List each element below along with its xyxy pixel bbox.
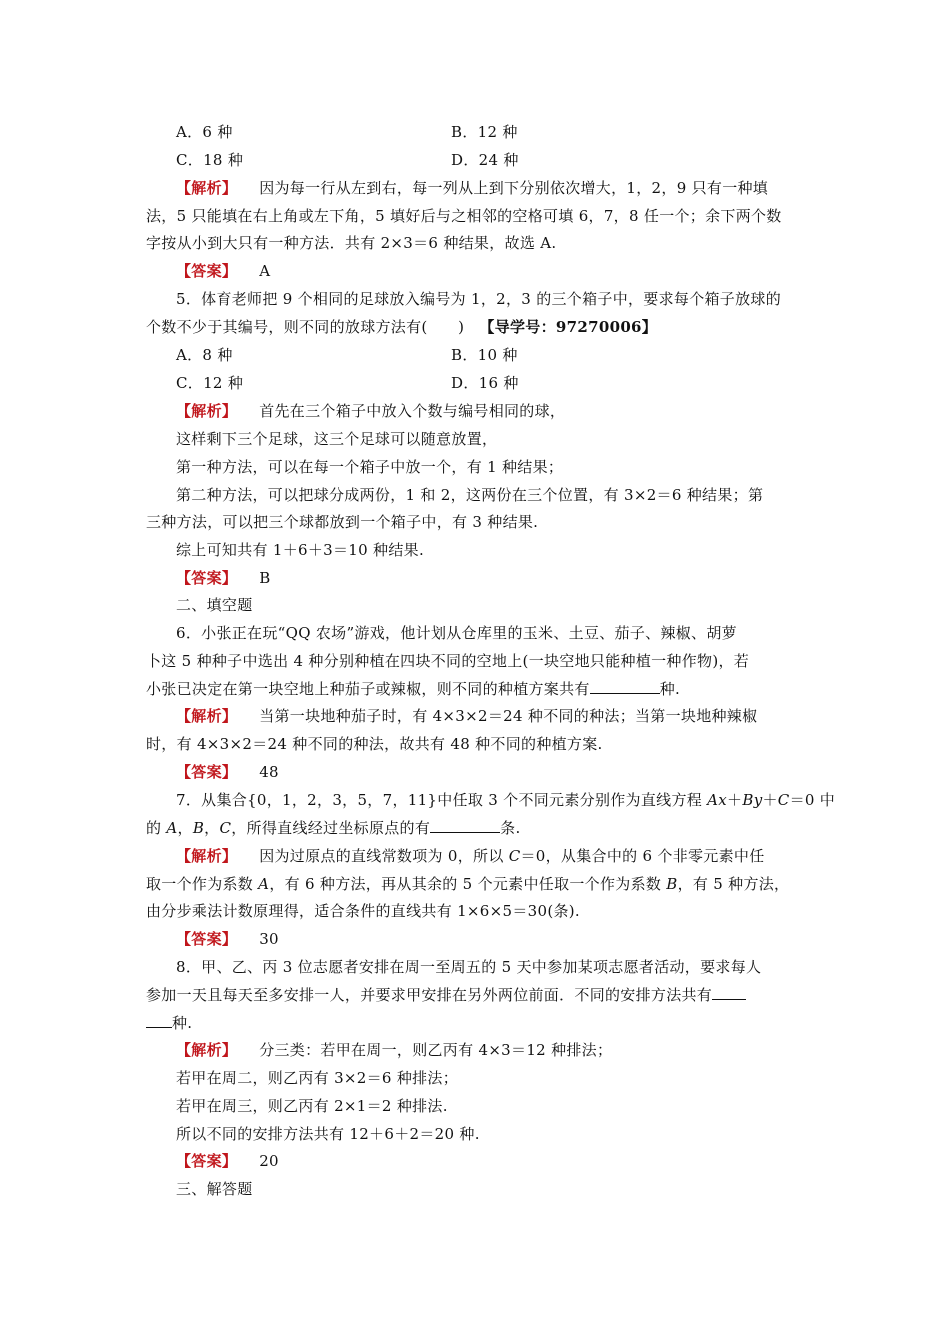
q7-analysis-text-2c: ，有 5 种方法， xyxy=(677,875,790,893)
analysis-tag: 【解析】 xyxy=(176,1041,238,1059)
q4-analysis-line-3: 字按从小到大只有一种方法．共有 2×3＝6 种结果，故选 A. xyxy=(146,234,557,252)
analysis-tag: 【解析】 xyxy=(176,707,238,725)
q6-analysis-line-2: 时，有 4×3×2＝24 种不同的种法，故共有 48 种不同的种植方案. xyxy=(146,735,603,753)
q5-option-b: B．10 种 xyxy=(451,346,518,364)
q7-stem-text-1b: ＝0 中 xyxy=(789,791,836,809)
q8-analysis-line-2: 若甲在周二，则乙丙有 3×2＝6 种排法； xyxy=(176,1069,459,1087)
q4-option-c: C．18 种 xyxy=(176,151,244,169)
q6-answer-value: 48 xyxy=(259,763,279,781)
q6-stem-line-1: 6．小张正在玩“QQ 农场”游戏，他计划从仓库里的玉米、土豆、茄子、辣椒、胡萝 xyxy=(176,624,737,642)
q8-stem-line-3 xyxy=(146,1013,192,1033)
q5-option-d: D．16 种 xyxy=(451,374,519,392)
q8-analysis-line-3: 若甲在周三，则乙丙有 2×1＝2 种排法. xyxy=(176,1097,448,1115)
q8-analysis-line-4: 所以不同的安排方法共有 12＋6＋2＝20 种. xyxy=(176,1125,480,1143)
var-a: A xyxy=(166,819,178,837)
q8-answer-blank-part1 xyxy=(712,985,746,1000)
var-b: B xyxy=(192,819,205,837)
q8-analysis-text-1: 分三类：若甲在周一，则乙丙有 4×3＝12 种排法； xyxy=(259,1041,613,1059)
q8-stem-text-3: 种. xyxy=(172,1014,193,1032)
q5-analysis-line-4: 第二种方法，可以把球分成两份，1 和 2，这两份在三个位置，有 3×2＝6 种结果；第 xyxy=(176,486,764,504)
q4-answer xyxy=(176,261,270,281)
q4-analysis-line-2: 法，5 只能填在右上角或左下角，5 填好后与之相邻的空格可填 6，7，8 任一个；余下两个数 xyxy=(146,207,782,225)
var-a: A xyxy=(258,875,270,893)
q6-stem-text-3b: 种. xyxy=(659,680,681,698)
comma: ， xyxy=(204,819,220,837)
q7-analysis-line-1 xyxy=(176,846,765,866)
var-c: C xyxy=(219,819,232,837)
q5-option-c: C．12 种 xyxy=(176,374,244,392)
q4-answer-value: A xyxy=(259,262,271,280)
section-solution-heading: 三、解答题 xyxy=(176,1180,253,1198)
answer-tag: 【答案】 xyxy=(176,1152,238,1170)
q7-answer xyxy=(176,929,279,949)
plus-sign: ＋ xyxy=(762,791,778,809)
q4-option-a: A．6 种 xyxy=(176,123,233,141)
answer-tag: 【答案】 xyxy=(176,262,238,280)
q8-answer xyxy=(176,1151,279,1171)
q5-stem-line-1: 5．体育老师把 9 个相同的足球放入编号为 1，2，3 的三个箱子中，要求每个箱子放球的 xyxy=(176,290,781,308)
q5-option-a: A．8 种 xyxy=(176,346,233,364)
section-fill-in-heading: 二、填空题 xyxy=(176,596,253,614)
analysis-tag: 【解析】 xyxy=(176,179,238,197)
var-a: A xyxy=(707,791,719,809)
q7-answer-value: 30 xyxy=(259,930,279,948)
q6-stem-line-2: 卜这 5 种种子中选出 4 种分别种植在四块不同的空地上(一块空地只能种植一种作物)，若 xyxy=(146,652,750,670)
var-b: B xyxy=(742,791,754,809)
q4-analysis-line-1 xyxy=(176,178,768,198)
q8-stem-line-2 xyxy=(146,985,746,1005)
q5-answer-value: B xyxy=(259,569,271,587)
q6-stem-line-3 xyxy=(146,679,680,699)
var-c: C xyxy=(777,791,790,809)
q6-analysis-line-1 xyxy=(176,706,757,726)
q8-analysis-line-1 xyxy=(176,1040,612,1060)
q8-stem-line-1: 8．甲、乙、丙 3 位志愿者安排在周一至周五的 5 天中参加某项志愿者活动，要求每人 xyxy=(176,958,762,976)
q6-analysis-text-1: 当第一块地种茄子时，有 4×3×2＝24 种不同的种法；当第一块地种辣椒 xyxy=(259,707,758,725)
q5-analysis-line-6: 综上可知共有 1＋6＋3＝10 种结果. xyxy=(176,541,425,559)
answer-tag: 【答案】 xyxy=(176,930,238,948)
analysis-tag: 【解析】 xyxy=(176,847,238,865)
q7-stem-text-2b: ，所得直线经过坐标原点的有 xyxy=(231,819,431,837)
q7-stem-text-2c: 条. xyxy=(500,819,521,837)
analysis-tag: 【解析】 xyxy=(176,402,238,420)
q6-answer-blank xyxy=(590,679,660,694)
q5-analysis-text-1: 首先在三个箱子中放入个数与编号相同的球， xyxy=(259,402,566,420)
q6-stem-text-3a: 小张已决定在第一块空地上种茄子或辣椒，则不同的种植方案共有 xyxy=(146,680,590,698)
q5-analysis-line-5: 三种方法，可以把三个球都放到一个箱子中，有 3 种结果. xyxy=(146,513,539,531)
plus-sign: ＋ xyxy=(727,791,743,809)
q7-stem-line-2 xyxy=(146,818,521,838)
q4-option-d: D．24 种 xyxy=(451,151,519,169)
q5-stem-text-2: 个数不少于其编号，则不同的放球方法有( ) xyxy=(146,318,465,336)
var-b: B xyxy=(666,875,678,893)
q4-option-b: B．12 种 xyxy=(451,123,518,141)
q7-analysis-line-3: 由分步乘法计数原理得，适合条件的直线共有 1×6×5＝30(条). xyxy=(146,902,580,920)
q7-analysis-text-1a: 因为过原点的直线常数项为 0，所以 xyxy=(259,847,509,865)
q5-stem-line-2 xyxy=(146,317,657,337)
answer-tag: 【答案】 xyxy=(176,763,238,781)
comma: ， xyxy=(177,819,193,837)
var-c: C xyxy=(508,847,521,865)
answer-tag: 【答案】 xyxy=(176,569,238,587)
guide-number: 【导学号：97270006】 xyxy=(479,318,658,336)
q7-stem-text-2a: 的 xyxy=(146,819,167,837)
q8-stem-text-2: 参加一天且每天至多安排一人，并要求甲安排在另外两位前面．不同的安排方法共有 xyxy=(146,986,713,1004)
q7-stem-text-1a: 7．从集合{0，1，2，3，5，7，11}中任取 3 个不同元素分别作为直线方程 xyxy=(176,791,708,809)
var-x: x xyxy=(718,791,728,809)
q6-answer xyxy=(176,762,279,782)
q8-answer-blank-part2 xyxy=(146,1013,172,1028)
q7-analysis-text-2a: 取一个作为系数 xyxy=(146,875,259,893)
q5-answer xyxy=(176,568,271,588)
q5-analysis-line-3: 第一种方法，可以在每一个箱子中放一个，有 1 种结果； xyxy=(176,458,564,476)
q7-answer-blank xyxy=(430,818,500,833)
q5-analysis-line-1 xyxy=(176,401,565,421)
q4-analysis-text-1: 因为每一行从左到右，每一列从上到下分别依次增大，1，2，9 只有一种填 xyxy=(259,179,769,197)
var-y: y xyxy=(753,791,763,809)
q7-stem-line-1 xyxy=(176,790,835,810)
q5-analysis-line-2: 这样剩下三个足球，这三个足球可以随意放置， xyxy=(176,430,498,448)
q7-analysis-text-2b: ，有 6 种方法，再从其余的 5 个元素中任取一个作为系数 xyxy=(269,875,667,893)
q7-analysis-text-1b: ＝0，从集合中的 6 个非零元素中任 xyxy=(520,847,765,865)
q7-analysis-line-2 xyxy=(146,874,789,894)
q8-answer-value: 20 xyxy=(259,1152,279,1170)
